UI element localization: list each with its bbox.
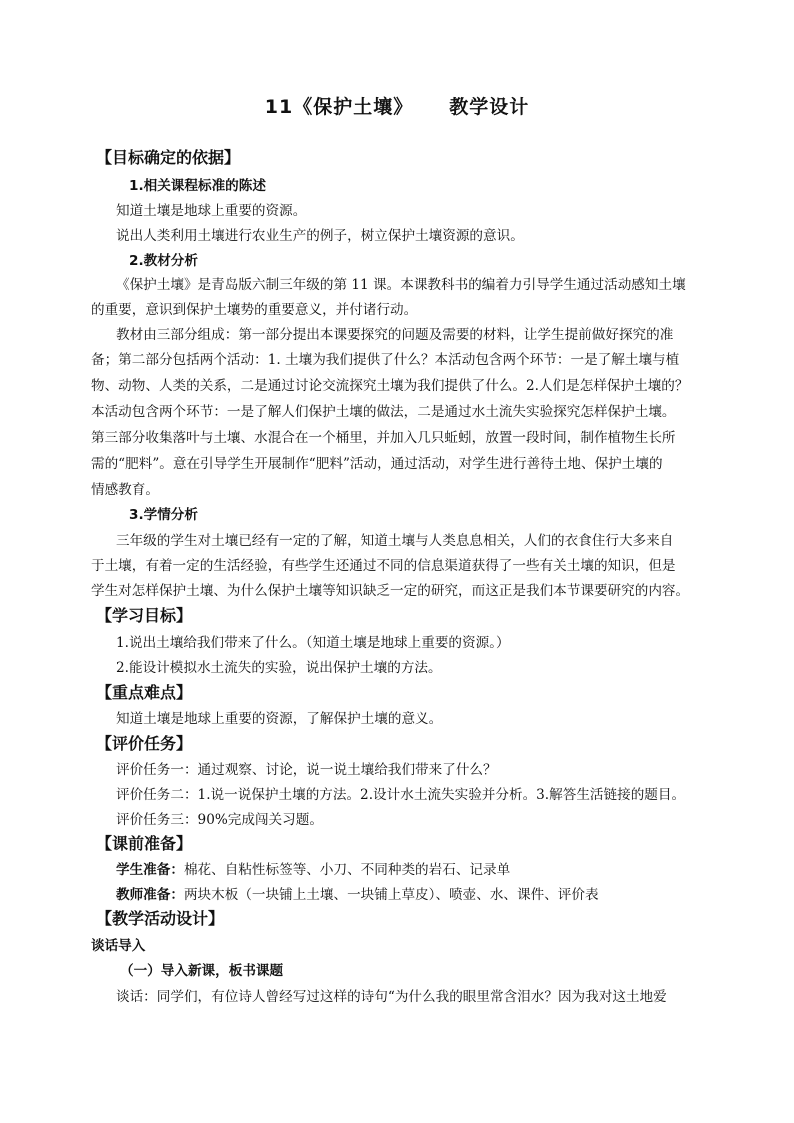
subheading-curriculum-standard: 1.相关课程标准的陈述 <box>129 178 266 194</box>
paragraph-line: 三年级的学生对土壤已经有一定的了解，知道土壤与人类息息相关，人们的衣食住行大多来自 <box>116 533 674 549</box>
teacher-preparation <box>116 886 599 904</box>
evaluation-item: 评价任务三：90%完成闯关习题。 <box>116 812 323 828</box>
key-point-text: 知道土壤是地球上重要的资源，了解保护土壤的意义。 <box>116 711 443 727</box>
title-main: 11《保护土壤》 <box>264 96 414 118</box>
paragraph-line: 第三部分收集落叶与土壤、水混合在一个桶里，并加入几只蚯蚓，放置一段时间，制作植物生长所 <box>91 430 676 446</box>
activity-subheading: （一）导入新课，板书课题 <box>120 963 284 979</box>
document-title <box>0 92 794 119</box>
paragraph-line: 的重要，意识到保护土壤势的重要意义，并付诸行动。 <box>91 302 418 318</box>
goal-item: 1.说出土壤给我们带来了什么。（知道土壤是地球上重要的资源。） <box>116 635 510 651</box>
goal-item: 2.能设计模拟水土流失的实验，说出保护土壤的方法。 <box>116 660 442 676</box>
subheading-textbook-analysis: 2.教材分析 <box>129 253 198 269</box>
section-heading-goals: 【学习目标】 <box>96 606 193 625</box>
section-heading-evaluation: 【评价任务】 <box>96 734 193 753</box>
paragraph-line: 物、动物、人类的关系，二是通过讨论交流探究土壤为我们提供了什么。2.人们是怎样保护土壤的？ <box>91 378 689 394</box>
student-preparation-text: 棉花、自粘性标签等、小刀、不同种类的岩石、记录单 <box>183 862 511 878</box>
paragraph-line: 说出人类利用土壤进行农业生产的例子，树立保护土壤资源的意识。 <box>116 228 524 244</box>
teacher-preparation-label: 教师准备： <box>116 887 184 903</box>
activity-intro-heading: 谈话导入 <box>91 938 146 954</box>
paragraph-line: 需的“肥料”。意在引导学生开展制作“肥料”活动，通过活动，对学生进行善待土地、保护土壤的 <box>91 456 663 472</box>
evaluation-item: 评价任务二：1.说一说保护土壤的方法。2.设计水土流失实验并分析。3.解答生活链接的题目。 <box>116 787 686 803</box>
section-heading-activity: 【教学活动设计】 <box>96 909 225 928</box>
evaluation-item: 评价任务一：通过观察、讨论，说一说土壤给我们带来了什么？ <box>116 762 497 778</box>
title-suffix: 教学设计 <box>449 96 530 118</box>
paragraph-line: 知道土壤是地球上重要的资源。 <box>116 203 307 219</box>
paragraph-line: 备；第二部分包括两个活动：1. 土壤为我们提供了什么？本活动包含两个环节：一是了解土壤与植 <box>91 352 680 368</box>
paragraph-line: 本活动包含两个环节：一是了解人们保护土壤的做法，二是通过水土流失实验探究怎样保护土壤。 <box>91 404 676 420</box>
teacher-preparation-text: 两块木板（一块铺上土壤、一块铺上草皮）、喷壶、水、课件、评价表 <box>183 887 599 903</box>
paragraph-line: 谈话：同学们，有位诗人曾经写过这样的诗句“为什么我的眼里常含泪水？因为我对这土地爱 <box>116 989 667 1005</box>
paragraph-line: 于土壤，有着一定的生活经验，有些学生还通过不同的信息渠道获得了一些有关土壤的知识，但是 <box>91 558 676 574</box>
section-heading-key-points: 【重点难点】 <box>96 683 193 702</box>
student-preparation <box>116 861 510 879</box>
student-preparation-label: 学生准备： <box>116 862 184 878</box>
subheading-student-analysis: 3.学情分析 <box>129 507 198 523</box>
section-heading-preparation: 【课前准备】 <box>96 834 193 853</box>
paragraph-line: 情感教育。 <box>91 482 159 498</box>
paragraph-line: 学生对怎样保护土壤、为什么保护土壤等知识缺乏一定的研究，而这正是我们本节课要研究的内容。 <box>91 583 690 599</box>
paragraph-line: 《保护土壤》是青岛版六制三年级的第 11 课。本课教科书的编着力引导学生通过活动感知土壤 <box>116 277 686 293</box>
paragraph-line: 教材由三部分组成：第一部分提出本课要探究的问题及需要的材料，让学生提前做好探究的准 <box>116 327 674 343</box>
section-heading-basis: 【目标确定的依据】 <box>96 148 241 167</box>
